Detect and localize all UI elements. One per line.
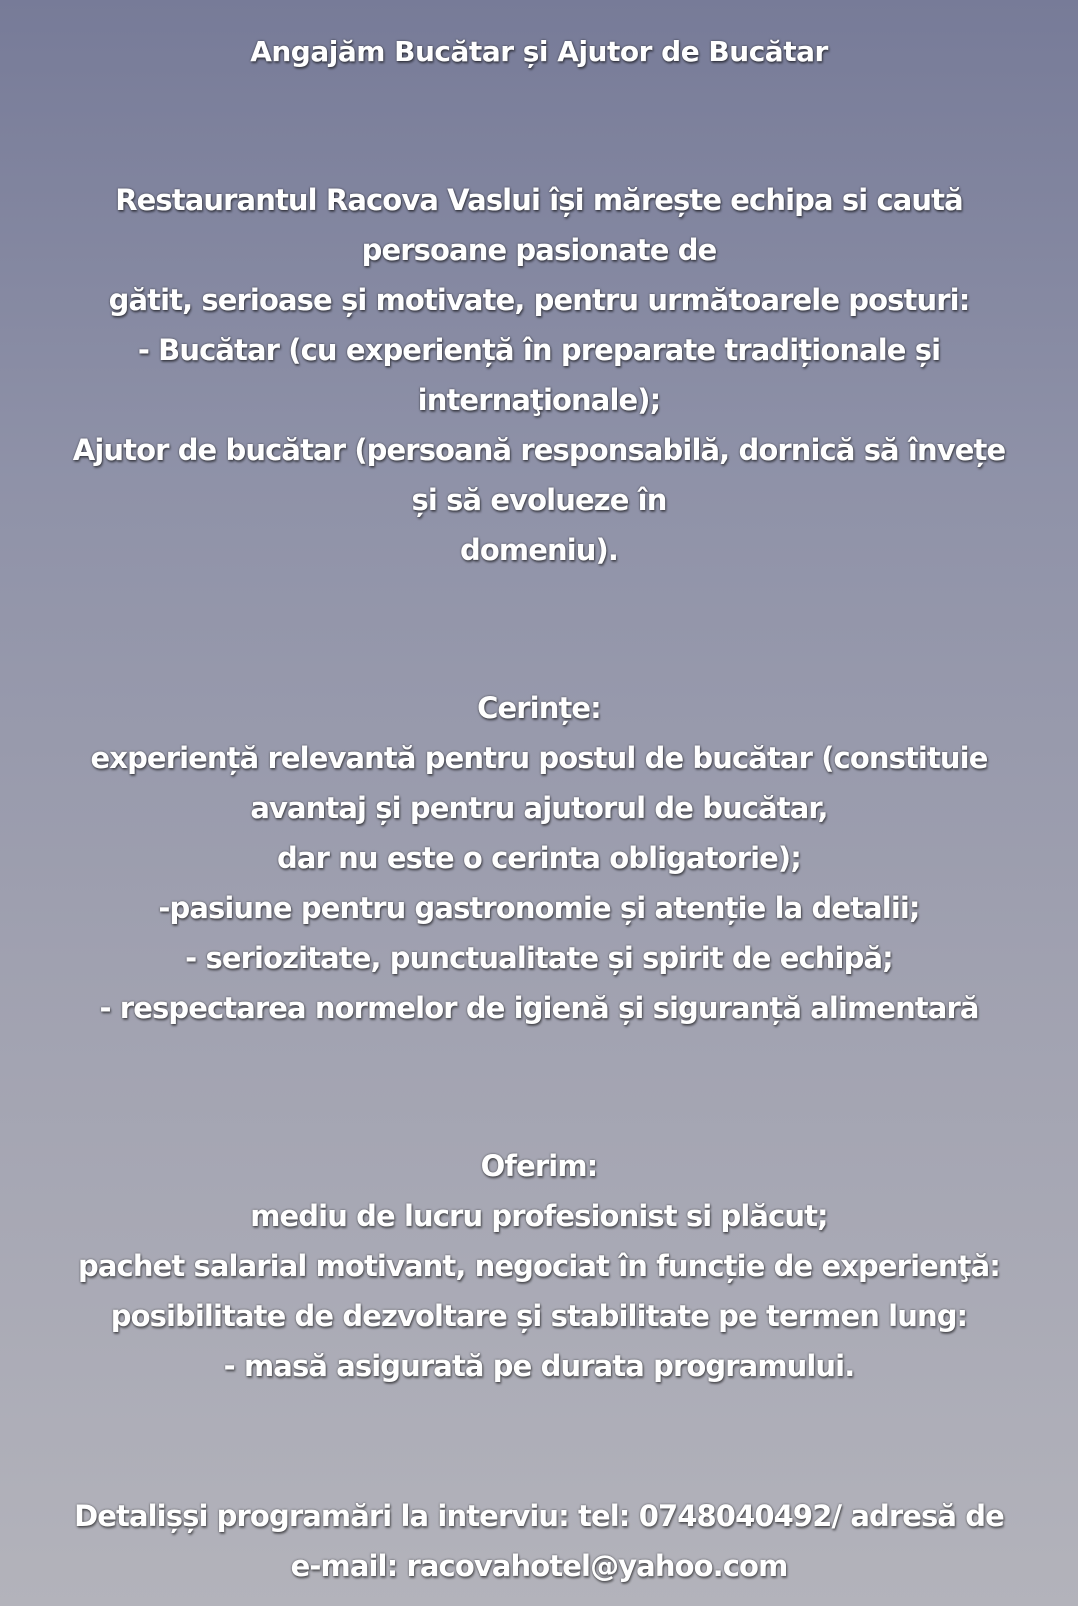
posting-title: Angajăm Bucătar și Ajutor de Bucătar bbox=[250, 35, 828, 68]
intro-line-3: gătit, serioase și motivate, pentru următoarele posturi: bbox=[108, 283, 970, 317]
contact-email[interactable]: e-mail: racovahotel@yahoo.com bbox=[290, 1549, 788, 1583]
intro-line-8: domeniu). bbox=[460, 533, 618, 567]
offer-line-2: pachet salarial motivant, negociat în funcție de experienţă: bbox=[78, 1249, 1000, 1283]
offer-line-4: - masă asigurată pe durata programului. bbox=[223, 1349, 855, 1383]
contact-line-1: Detalișși programări la interviu: tel: 0748040492/ adresă de bbox=[74, 1499, 1004, 1533]
requirement-line-3: dar nu este o cerinta obligatorie); bbox=[277, 841, 801, 875]
intro-line-7: și să evolueze în bbox=[411, 483, 667, 517]
intro-line-4: - Bucătar (cu experiență în preparate tradiționale și bbox=[137, 333, 941, 367]
requirement-line-2: avantaj și pentru ajutorul de bucătar, bbox=[250, 791, 828, 825]
requirement-line-6: - respectarea normelor de igienă și siguranță alimentară bbox=[99, 991, 979, 1025]
intro-line-1: Restaurantul Racova Vaslui își mărește echipa si caută bbox=[115, 183, 963, 217]
offer-line-1: mediu de lucru profesionist si plăcut; bbox=[250, 1199, 828, 1233]
intro-line-5: internaţionale); bbox=[417, 383, 661, 417]
offer-line-3: posibilitate de dezvoltare și stabilitate pe termen lung: bbox=[110, 1299, 968, 1333]
intro-line-2: persoane pasionate de bbox=[361, 233, 717, 267]
offer-heading: Oferim: bbox=[480, 1149, 598, 1183]
requirement-line-1: experiență relevantă pentru postul de bucătar (constituie bbox=[90, 741, 988, 775]
requirement-line-5: - seriozitate, punctualitate și spirit de echipă; bbox=[185, 941, 893, 975]
requirements-heading: Cerințe: bbox=[477, 691, 601, 725]
intro-line-6: Ajutor de bucătar (persoană responsabilă, dornică să învețe bbox=[72, 433, 1006, 467]
requirement-line-4: -pasiune pentru gastronomie și atenție la detalii; bbox=[158, 891, 920, 925]
